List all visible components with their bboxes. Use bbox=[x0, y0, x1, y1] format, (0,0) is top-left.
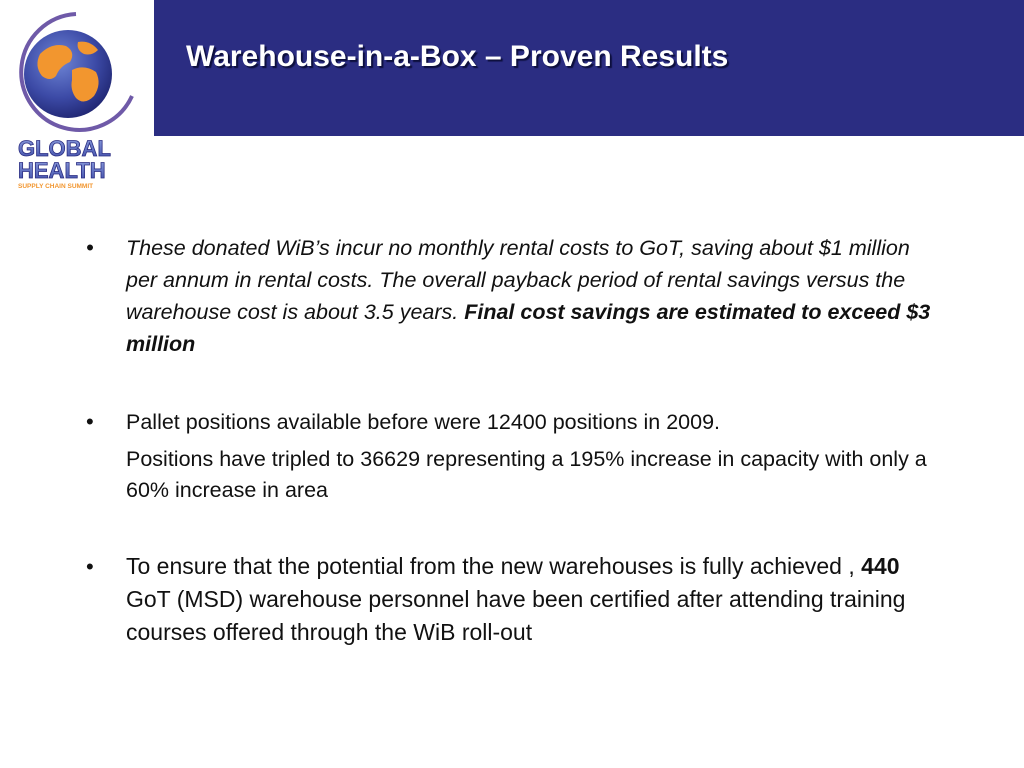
bullet-marker: • bbox=[86, 554, 94, 579]
bullet-1-text: These donated WiB’s incur no monthly rental costs to GoT, saving about $1 million per annum in rental costs. The overall payback period of rental savings versus the warehouse cost is about 3.5 years. bbox=[126, 236, 910, 324]
bullet-3-text-before: To ensure that the potential from the new warehouses is fully achieved , bbox=[126, 553, 862, 579]
bullet-1-emphasis: Final cost savings are estimated to exceed $3 million bbox=[126, 300, 931, 356]
bullet-2-continuation: Positions have tripled to 36629 representing a 195% increase in capacity with only a 60% increase in area bbox=[126, 447, 927, 502]
global-health-logo bbox=[6, 6, 152, 192]
bullet-2-text: Pallet positions available before were 12400 positions in 2009. bbox=[126, 410, 721, 434]
bullet-marker: • bbox=[86, 409, 94, 434]
logo-line1: GLOBAL bbox=[18, 136, 111, 161]
logo-tagline: SUPPLY CHAIN SUMMIT bbox=[18, 183, 94, 190]
bullet-3-text-after: GoT (MSD) warehouse personnel have been certified after attending training courses offered through the WiB roll-out bbox=[126, 586, 906, 645]
slide-title: Warehouse-in-a-Box – Proven Results bbox=[186, 40, 729, 73]
globe-logo-icon bbox=[6, 6, 152, 192]
logo-line2: HEALTH bbox=[18, 158, 106, 183]
bullet-item-1 bbox=[86, 232, 946, 360]
bullet-item-2 bbox=[86, 406, 946, 438]
bullet-marker: • bbox=[86, 235, 94, 260]
bullet-item-3 bbox=[86, 550, 946, 649]
bullet-3-emphasis: 440 bbox=[861, 553, 900, 579]
bullet-list bbox=[86, 232, 946, 649]
